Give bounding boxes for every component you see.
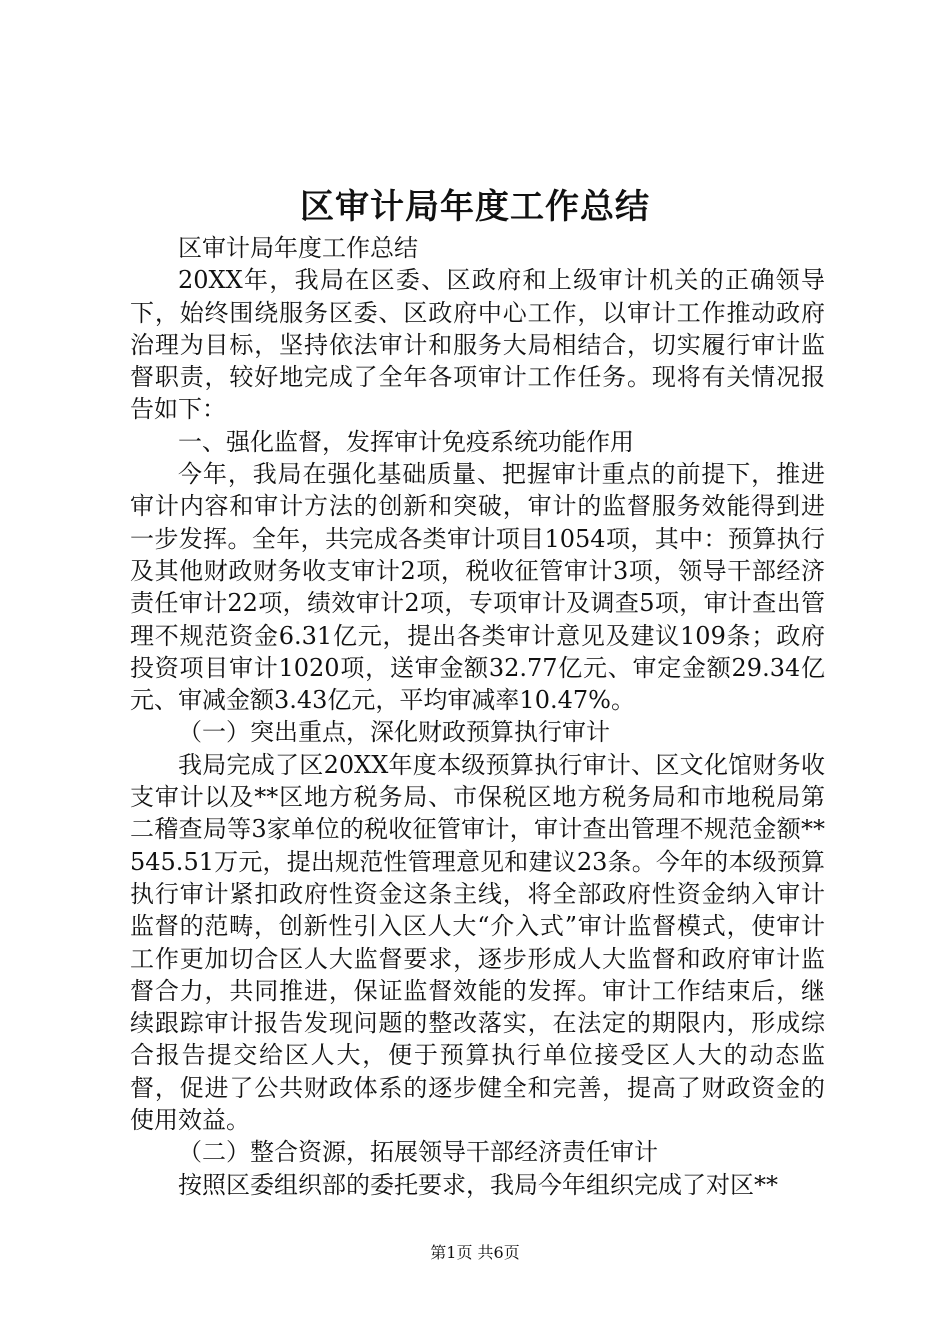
document-title: 区审计局年度工作总结 — [300, 187, 650, 227]
section-1-paragraph: 今年，我局在强化基础质量、把握审计重点的前提下，推进审计内容和审计方法的创新和突破，审计的监督服务效能得到进一步发挥。全年，共完成各类审计项目1054项，其中：预算执行及其他财政财务收支审计2项，税收征管审计3项，领导干部经济责任审计22项，绩效审计2项，专项审计及调查5项，审计查出管理不规范资金6.31亿元，提出各类审计意见及建议109条；政府投资项目审计1020项，送审金额32.77亿元、审定金额29.34亿元、审减金额3.43亿元，平均审减率10.47%。 — [130, 460, 825, 715]
subsection-heading-1: （一）突出重点，深化财政预算执行审计 — [178, 718, 610, 747]
document-body — [130, 232, 825, 1201]
subsection-heading-2: （二）整合资源，拓展领导干部经济责任审计 — [178, 1138, 658, 1167]
subsection-2-paragraph: 按照区委组织部的委托要求，我局今年组织完成了对区** — [178, 1170, 778, 1199]
intro-paragraph: 20XX年，我局在区委、区政府和上级审计机关的正确领导下，始终围绕服务区委、区政府中心工作，以审计工作推动政府治理为目标，坚持依法审计和服务大局相结合，切实履行审计监督职责，较好地完成了全年各项审计工作任务。现将有关情况报告如下： — [130, 266, 825, 424]
subsection-1-paragraph: 我局完成了区20XX年度本级预算执行审计、区文化馆财务收支审计以及**区地方税务局、市保税区地方税务局和市地税局第二稽查局等3家单位的税收征管审计，审计查出管理不规范金额**545.51万元，提出规范性管理意见和建议23条。今年的本级预算执行审计紧扣政府性资金这条主线，将全部政府性资金纳入审计监督的范畴，创新性引入区人大“介入式”审计监督模式，使审计工作更加切合区人大监督要求，逐步形成人大监督和政府审计监督合力，共同推进，保证监督效能的发挥。审计工作结束后，继续跟踪审计报告发现问题的整改落实，在法定的期限内，形成综合报告提交给区人大，便于预算执行单位接受区人大的动态监督，促进了公共财政体系的逐步健全和完善，提高了财政资金的使用效益。 — [130, 750, 825, 1135]
page-number-footer: 第1页 共6页 — [430, 1243, 520, 1262]
subtitle-paragraph: 区审计局年度工作总结 — [178, 234, 418, 262]
section-heading-1: 一、强化监督，发挥审计免疫系统功能作用 — [178, 427, 634, 456]
